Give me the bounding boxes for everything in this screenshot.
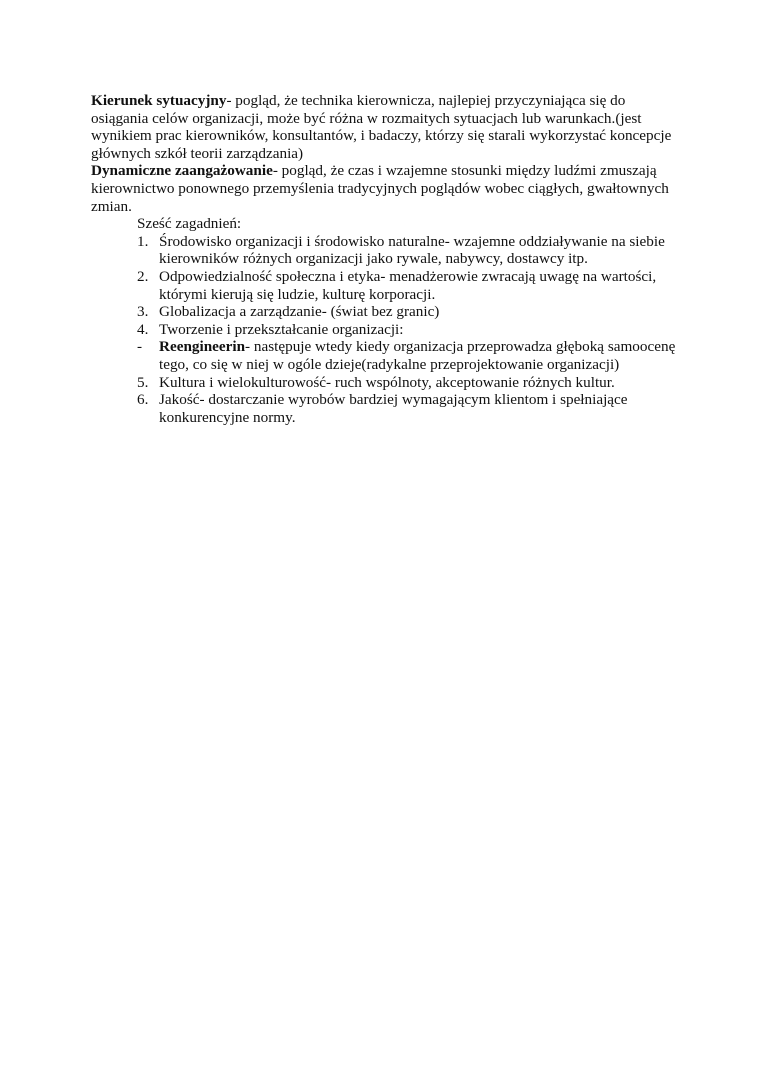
- paragraph-text: - pogląd, że technika kierownicza, najlepiej przyczyniająca się do osiągania celów organizacji, może być różna w rozmaitych sytuacjach lub warunkach.(jest wynikiem prac kierowników, konsultantów, i badaczy, którzy się starali wykorzystać koncepcje głównych szkół teorii zarządzania): [91, 92, 672, 162]
- list-item: [91, 391, 681, 426]
- paragraph-kierunek-sytuacyjny: [91, 92, 681, 162]
- list-item: [91, 268, 681, 303]
- list-item: [91, 321, 681, 339]
- list-item-text: Tworzenie i przekształcanie organizacji:: [159, 320, 404, 338]
- list-item: [91, 338, 681, 373]
- list-item-text: Kultura i wielokulturowość- ruch wspólnoty, akceptowanie różnych kultur.: [159, 373, 615, 391]
- list-marker: 6.: [137, 391, 149, 409]
- list-item: [91, 233, 681, 268]
- list-marker: 2.: [137, 267, 149, 285]
- paragraph-term: Kierunek sytuacyjny: [91, 92, 227, 109]
- list-marker: 5.: [137, 373, 149, 391]
- list-item-text: Środowisko organizacji i środowisko naturalne- wzajemne oddziaływanie na siebie kierowników różnych organizacji jako rywale, nabywcy, dostawcy itp.: [159, 232, 665, 268]
- paragraph-text: - pogląd, że czas i wzajemne stosunki między ludźmi zmuszają kierownictwo ponownego przemyślenia tradycyjnych poglądów wobec ciągłych, gwałtownych zmian.: [91, 162, 669, 215]
- list-marker: 3.: [137, 303, 149, 321]
- list-marker: 4.: [137, 320, 149, 338]
- issues-list: [91, 233, 681, 427]
- list-item-term: Reengineerin: [159, 338, 246, 356]
- document-body: [91, 92, 681, 426]
- list-marker: -: [137, 338, 143, 356]
- list-marker: 1.: [137, 232, 149, 250]
- list-item: [91, 303, 681, 321]
- list-item-text: Globalizacja a zarządzanie- (świat bez granic): [159, 303, 440, 321]
- list-item-text: Odpowiedzialność społeczna i etyka- menadżerowie zwracają uwagę na wartości, którymi kierują się ludzie, kulturę korporacji.: [159, 267, 657, 303]
- list-item: [91, 374, 681, 392]
- paragraph-term: Dynamiczne zaangażowanie: [91, 162, 273, 180]
- list-item-text: - następuje wtedy kiedy organizacja przeprowadza głęboką samoocenę tego, co się w niej w ogóle dzieje(radykalne przeprojektowanie organizacji): [159, 338, 676, 373]
- list-intro: Sześć zagadnień:: [137, 215, 242, 233]
- paragraph-dynamiczne-zaangazowanie: [91, 162, 681, 215]
- list-item-text: Jakość- dostarczanie wyrobów bardziej wymagającym klientom i spełniające konkurencyjne normy.: [159, 391, 628, 426]
